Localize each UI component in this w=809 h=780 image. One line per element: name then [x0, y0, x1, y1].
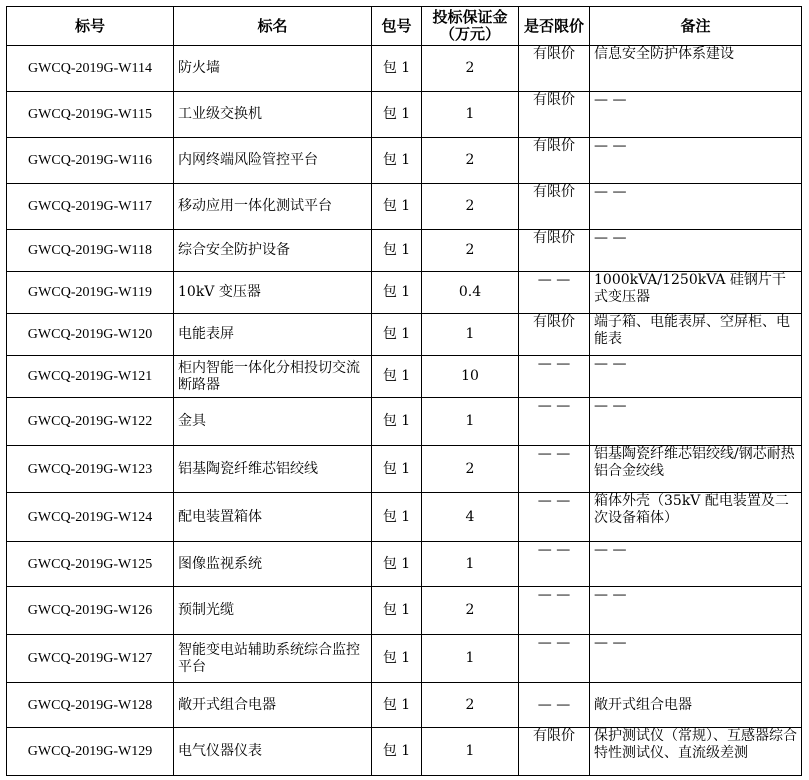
table-row	[7, 230, 802, 272]
cell-note: — —	[590, 92, 802, 138]
cell-name: 敞开式组合电器	[174, 683, 372, 728]
cell-code: GWCQ-2019G-W126	[7, 587, 174, 635]
header-deposit: 投标保证金（万元）	[422, 7, 519, 46]
cell-deposit: 2	[422, 683, 519, 728]
cell-package: 包 1	[372, 46, 422, 92]
cell-name: 图像监视系统	[174, 542, 372, 587]
cell-note: 端子箱、电能表屏、空屏柜、电能表	[590, 314, 802, 356]
cell-name: 电能表屏	[174, 314, 372, 356]
table-row	[7, 46, 802, 92]
cell-name: 智能变电站辅助系统综合监控平台	[174, 635, 372, 683]
cell-code: GWCQ-2019G-W120	[7, 314, 174, 356]
cell-name: 金具	[174, 398, 372, 446]
cell-note: — —	[590, 230, 802, 272]
cell-package: 包 1	[372, 272, 422, 314]
table-row	[7, 314, 802, 356]
cell-limit: 有限价	[519, 138, 590, 184]
cell-limit: — —	[519, 272, 590, 314]
cell-code: GWCQ-2019G-W124	[7, 493, 174, 542]
cell-deposit: 2	[422, 230, 519, 272]
cell-name: 工业级交换机	[174, 92, 372, 138]
cell-name: 10kV 变压器	[174, 272, 372, 314]
cell-note: 信息安全防护体系建设	[590, 46, 802, 92]
cell-name: 铝基陶瓷纤维芯铝绞线	[174, 446, 372, 493]
cell-package: 包 1	[372, 542, 422, 587]
cell-limit: 有限价	[519, 230, 590, 272]
cell-note: — —	[590, 542, 802, 587]
cell-package: 包 1	[372, 314, 422, 356]
cell-limit: 有限价	[519, 184, 590, 230]
cell-package: 包 1	[372, 92, 422, 138]
cell-name: 综合安全防护设备	[174, 230, 372, 272]
cell-code: GWCQ-2019G-W119	[7, 272, 174, 314]
table-row	[7, 635, 802, 683]
table-row	[7, 398, 802, 446]
cell-deposit: 2	[422, 587, 519, 635]
cell-code: GWCQ-2019G-W127	[7, 635, 174, 683]
table-header-row	[7, 7, 802, 46]
cell-deposit: 10	[422, 356, 519, 398]
table-row	[7, 587, 802, 635]
cell-code: GWCQ-2019G-W115	[7, 92, 174, 138]
cell-package: 包 1	[372, 446, 422, 493]
cell-name: 移动应用一体化测试平台	[174, 184, 372, 230]
table-row	[7, 446, 802, 493]
cell-deposit: 1	[422, 635, 519, 683]
table-row	[7, 728, 802, 776]
cell-code: GWCQ-2019G-W117	[7, 184, 174, 230]
cell-package: 包 1	[372, 728, 422, 776]
cell-package: 包 1	[372, 398, 422, 446]
cell-code: GWCQ-2019G-W125	[7, 542, 174, 587]
cell-deposit: 1	[422, 92, 519, 138]
cell-limit: 有限价	[519, 728, 590, 776]
table-row	[7, 356, 802, 398]
cell-limit: — —	[519, 398, 590, 446]
cell-deposit: 1	[422, 314, 519, 356]
cell-note: 铝基陶瓷纤维芯铝绞线/钢芯耐热铝合金绞线	[590, 446, 802, 493]
cell-deposit: 1	[422, 728, 519, 776]
cell-limit: — —	[519, 446, 590, 493]
table-row	[7, 184, 802, 230]
cell-name: 预制光缆	[174, 587, 372, 635]
cell-name: 柜内智能一体化分相投切交流断路器	[174, 356, 372, 398]
cell-limit: — —	[519, 542, 590, 587]
cell-package: 包 1	[372, 493, 422, 542]
cell-note: 敞开式组合电器	[590, 683, 802, 728]
cell-deposit: 0.4	[422, 272, 519, 314]
header-package: 包号	[372, 7, 422, 46]
cell-note: — —	[590, 184, 802, 230]
cell-deposit: 1	[422, 398, 519, 446]
cell-limit: — —	[519, 683, 590, 728]
cell-limit: — —	[519, 587, 590, 635]
cell-code: GWCQ-2019G-W114	[7, 46, 174, 92]
cell-package: 包 1	[372, 356, 422, 398]
cell-deposit: 2	[422, 138, 519, 184]
header-note: 备注	[590, 7, 802, 46]
table-row	[7, 138, 802, 184]
table-row	[7, 683, 802, 728]
cell-code: GWCQ-2019G-W121	[7, 356, 174, 398]
cell-note: — —	[590, 635, 802, 683]
cell-limit: 有限价	[519, 92, 590, 138]
cell-package: 包 1	[372, 230, 422, 272]
cell-limit: 有限价	[519, 46, 590, 92]
cell-code: GWCQ-2019G-W118	[7, 230, 174, 272]
cell-note: — —	[590, 138, 802, 184]
cell-note: 箱体外壳（35kV 配电装置及二次设备箱体）	[590, 493, 802, 542]
cell-package: 包 1	[372, 635, 422, 683]
cell-note: — —	[590, 356, 802, 398]
cell-code: GWCQ-2019G-W128	[7, 683, 174, 728]
cell-deposit: 2	[422, 46, 519, 92]
header-code: 标号	[7, 7, 174, 46]
cell-code: GWCQ-2019G-W129	[7, 728, 174, 776]
cell-limit: 有限价	[519, 314, 590, 356]
cell-deposit: 2	[422, 446, 519, 493]
bid-sections-table	[6, 6, 802, 776]
cell-name: 配电装置箱体	[174, 493, 372, 542]
cell-package: 包 1	[372, 587, 422, 635]
table-row	[7, 542, 802, 587]
cell-deposit: 2	[422, 184, 519, 230]
cell-name: 电气仪器仪表	[174, 728, 372, 776]
cell-code: GWCQ-2019G-W123	[7, 446, 174, 493]
cell-note: 1000kVA/1250kVA 硅钢片干式变压器	[590, 272, 802, 314]
cell-code: GWCQ-2019G-W116	[7, 138, 174, 184]
cell-deposit: 4	[422, 493, 519, 542]
cell-deposit: 1	[422, 542, 519, 587]
header-limit: 是否限价	[519, 7, 590, 46]
cell-package: 包 1	[372, 184, 422, 230]
cell-note: — —	[590, 398, 802, 446]
cell-limit: — —	[519, 493, 590, 542]
cell-note: — —	[590, 587, 802, 635]
cell-name: 内网终端风险管控平台	[174, 138, 372, 184]
cell-note: 保护测试仪（常规）、互感器综合特性测试仪、直流级差测	[590, 728, 802, 776]
cell-code: GWCQ-2019G-W122	[7, 398, 174, 446]
header-name: 标名	[174, 7, 372, 46]
cell-package: 包 1	[372, 683, 422, 728]
table-row	[7, 493, 802, 542]
cell-package: 包 1	[372, 138, 422, 184]
cell-name: 防火墙	[174, 46, 372, 92]
table-row	[7, 272, 802, 314]
table-row	[7, 92, 802, 138]
cell-limit: — —	[519, 356, 590, 398]
cell-limit: — —	[519, 635, 590, 683]
